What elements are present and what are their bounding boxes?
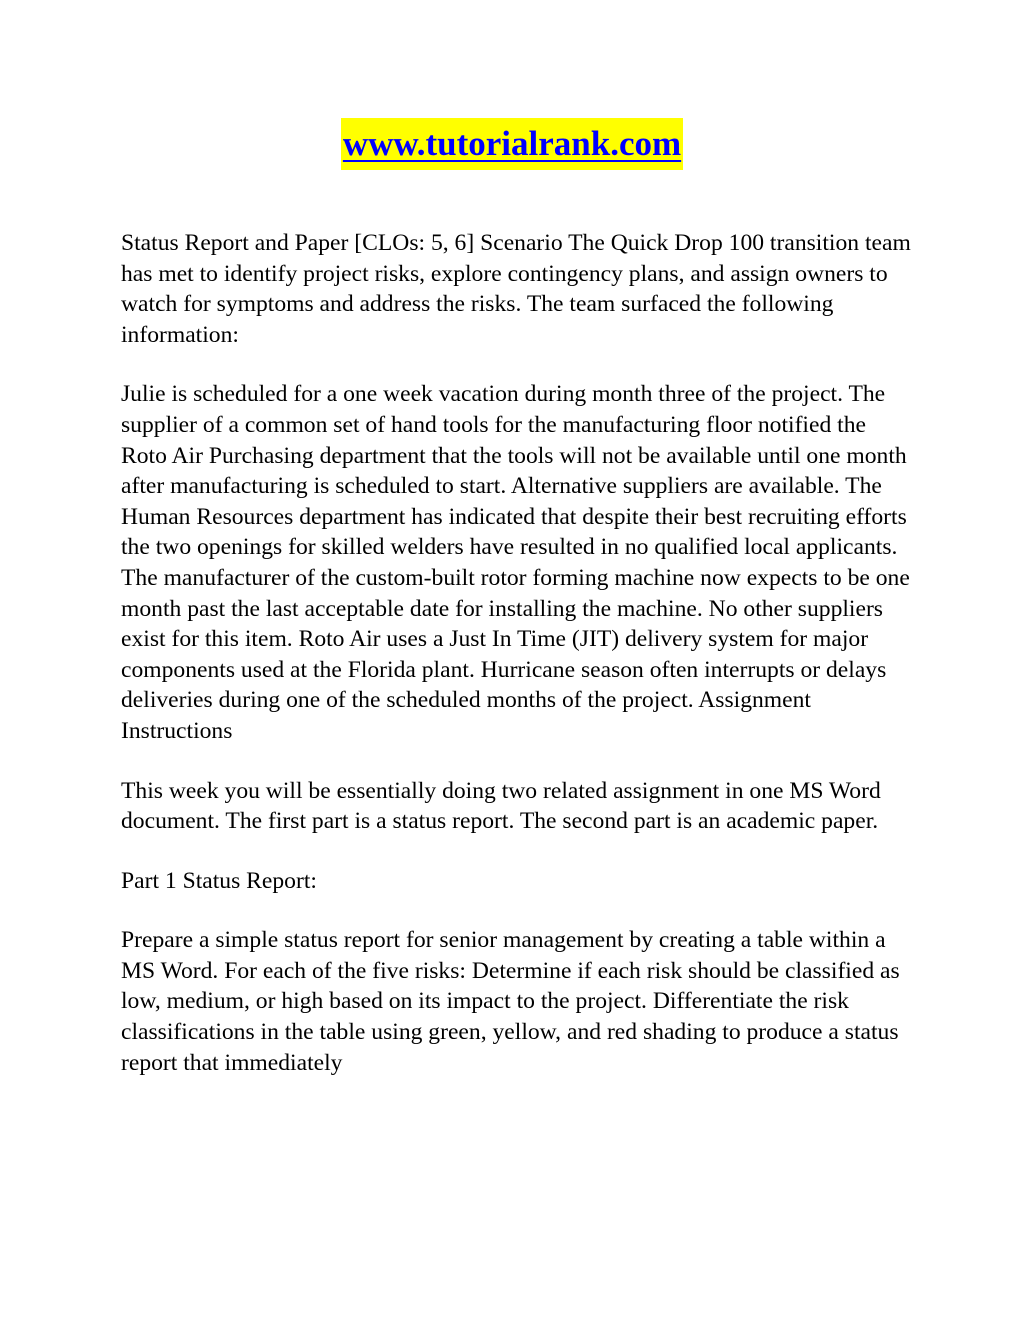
- paragraph-risk-details: Julie is scheduled for a one week vacation during month three of the project. The supplier of a common set of hand tools for the manufacturing floor notified the Roto Air Purchasing department that the tools will not be available until one month after manufacturing is scheduled to start. Alternative suppliers are available. The Human Resources department has indicated that despite their best recruiting efforts the two openings for skilled welders have resulted in no qualified local applicants. The manufacturer of the custom-built rotor forming machine now expects to be one month past the last acceptable date for installing the machine. No other suppliers exist for this item. Roto Air uses a Just In Time (JIT) delivery system for major components used at the Florida plant. Hurricane season often interrupts or delays deliveries during one of the scheduled months of the project. Assignment Instructions: [121, 381, 910, 744]
- document-body: [121, 228, 911, 1107]
- paragraph-part1-instructions: Prepare a simple status report for senior management by creating a table within a MS Word. For each of the five risks: Determine if each risk should be classified as low, medium, or high based on its impact to the project. Differentiate the risk classifications in the table using green, yellow, and red shading to produce a status report that immediately: [121, 927, 900, 1076]
- paragraph-assignment-overview: This week you will be essentially doing two related assignment in one MS Word document. The first part is a status report. The second part is an academic paper.: [121, 777, 881, 835]
- header: [0, 118, 1024, 170]
- paragraph-scenario-intro: Status Report and Paper [CLOs: 5, 6] Scenario The Quick Drop 100 transition team has met to identify project risks, explore contingency plans, and assign owners to watch for symptoms and address the risks. The team surfaced the following information:: [121, 230, 911, 348]
- tutorialrank-link[interactable]: www.tutorialrank.com: [341, 118, 683, 170]
- paragraph-part1-heading: Part 1 Status Report:: [121, 867, 317, 894]
